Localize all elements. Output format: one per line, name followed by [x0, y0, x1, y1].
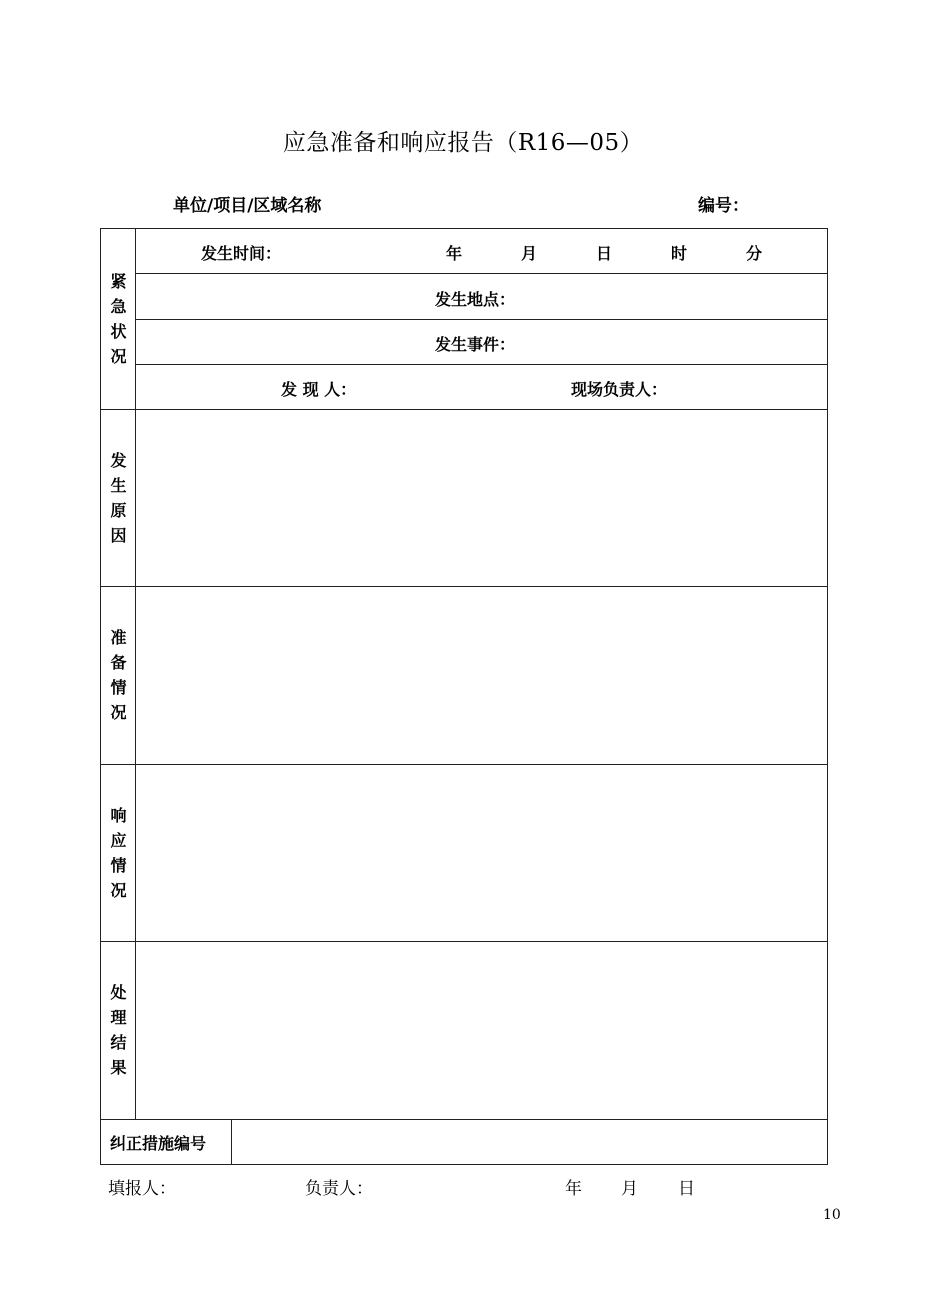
section-divider	[101, 409, 827, 410]
corrective-action-label: 纠正措施编号	[110, 1134, 207, 1153]
page-number: 10	[823, 1207, 841, 1223]
emergency-status-label: 紧 急 状 况	[110, 272, 127, 366]
footer-year: 年	[565, 1179, 582, 1199]
discoverer-label: 发 现 人：	[281, 380, 357, 399]
result-label: 处 理 结 果	[110, 983, 127, 1077]
section-divider	[101, 586, 827, 587]
section-divider	[101, 941, 827, 942]
responsible-label: 负责人：	[305, 1179, 373, 1199]
occurrence-time-label: 发生时间：	[201, 244, 282, 263]
section-divider	[101, 764, 827, 765]
occurrence-location-label: 发生地点：	[435, 290, 516, 309]
time-hour: 时	[671, 244, 688, 263]
unit-name-label: 单位/项目/区域名称	[173, 196, 322, 216]
time-day: 日	[596, 244, 613, 263]
corrective-divider	[231, 1119, 232, 1164]
number-label: 编号：	[698, 196, 749, 216]
row-divider	[135, 273, 827, 274]
row-divider	[135, 364, 827, 365]
section-divider	[101, 1119, 827, 1120]
time-minute: 分	[746, 244, 763, 263]
reporter-label: 填报人：	[108, 1179, 176, 1199]
page-title: 应急准备和响应报告（R16—05）	[282, 130, 644, 156]
preparation-label: 准 备 情 况	[110, 628, 127, 722]
response-label: 响 应 情 况	[110, 805, 127, 900]
footer-month: 月	[621, 1179, 638, 1199]
time-year: 年	[446, 244, 463, 263]
footer-day: 日	[678, 1179, 695, 1199]
time-month: 月	[521, 244, 538, 263]
occurrence-event-label: 发生事件：	[435, 335, 516, 354]
cause-label: 发 生 原 因	[110, 450, 127, 545]
onsite-lead-label: 现场负责人：	[571, 380, 668, 399]
report-form-table	[100, 228, 828, 1165]
row-divider	[135, 319, 827, 320]
